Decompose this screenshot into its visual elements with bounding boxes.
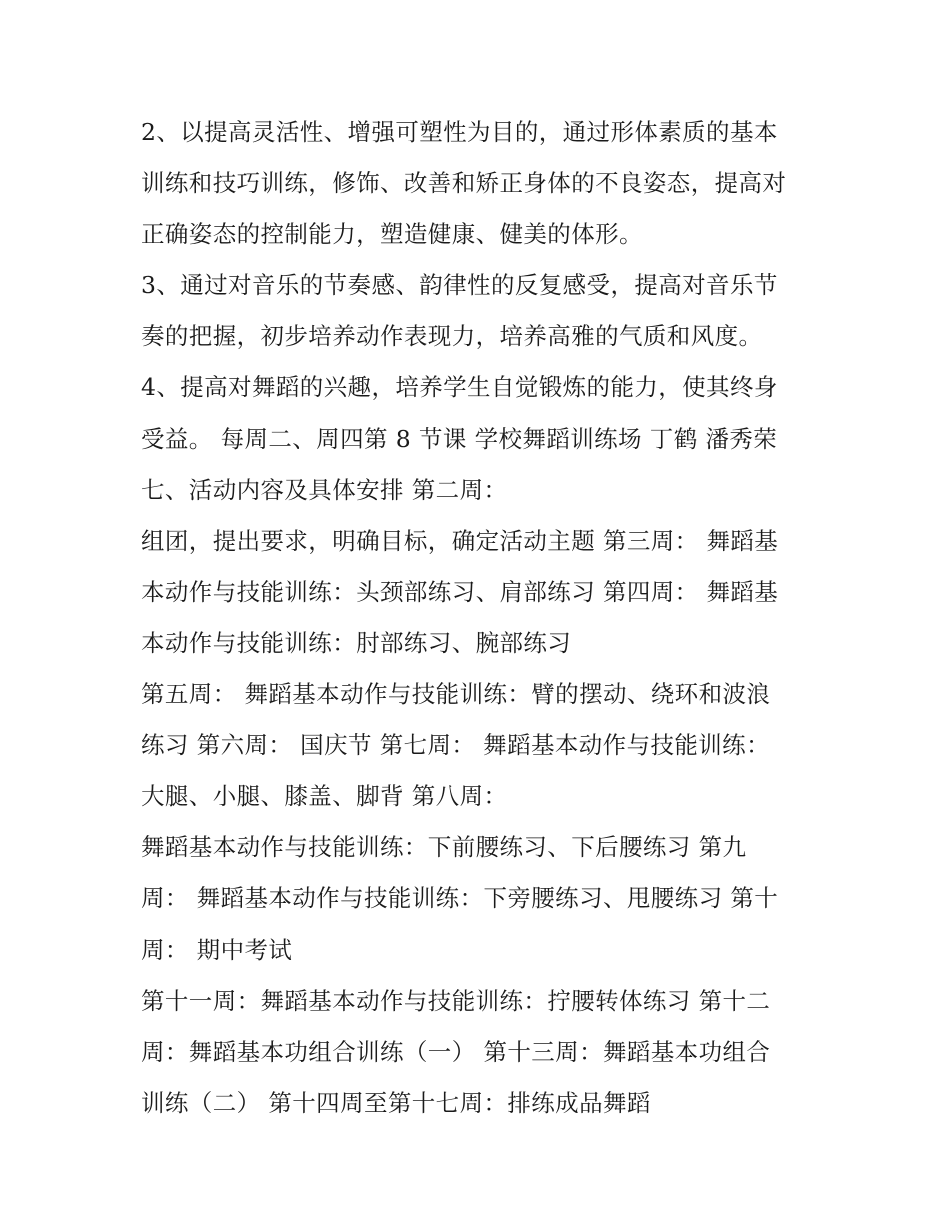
text-line: 大腿、小腿、膝盖、脚背 第八周： bbox=[141, 782, 508, 811]
text-line: 奏的把握，初步培养动作表现力，培养高雅的气质和风度。 bbox=[141, 322, 763, 351]
text-line: 周： 舞蹈基本动作与技能训练：下旁腰练习、甩腰练习 第十 bbox=[141, 884, 779, 913]
text-line: 训练（二） 第十四周至第十七周：排练成品舞蹈 bbox=[141, 1088, 651, 1117]
text-line: 组团，提出要求，明确目标，确定活动主题 第三周： 舞蹈基 bbox=[141, 526, 779, 555]
text-line: 周： 期中考试 bbox=[141, 935, 293, 964]
text-line: 第十一周：舞蹈基本动作与技能训练：拧腰转体练习 第十二 bbox=[141, 986, 771, 1015]
section-heading: 七、活动内容及具体安排 第二周： bbox=[141, 475, 508, 504]
text-line: 3、通过对音乐的节奏感、韵律性的反复感受，提高对音乐节 bbox=[141, 271, 778, 300]
text-line: 受益。 每周二、周四第 8 节课 学校舞蹈训练场 丁鹤 潘秀荣 bbox=[141, 424, 778, 453]
text-line: 训练和技巧训练，修饰、改善和矫正身体的不良姿态，提高对 bbox=[141, 169, 787, 198]
text-line: 2、以提高灵活性、增强可塑性为目的，通过形体素质的基本 bbox=[141, 118, 778, 146]
text-line: 第五周： 舞蹈基本动作与技能训练：臂的摆动、绕环和波浪 bbox=[141, 680, 771, 709]
text-line: 练习 第六周： 国庆节 第七周： 舞蹈基本动作与技能训练： bbox=[141, 731, 770, 760]
text-line: 本动作与技能训练：肘部练习、腕部练习 bbox=[141, 628, 572, 657]
text-line: 正确姿态的控制能力，塑造健康、健美的体形。 bbox=[141, 220, 643, 249]
text-line: 本动作与技能训练：头颈部练习、肩部练习 第四周： 舞蹈基 bbox=[141, 577, 779, 606]
text-line: 舞蹈基本动作与技能训练：下前腰练习、下后腰练习 第九 bbox=[141, 833, 747, 862]
text-line: 4、提高对舞蹈的兴趣，培养学生自觉锻炼的能力，使其终身 bbox=[141, 373, 778, 402]
body-text bbox=[141, 107, 831, 1129]
text-line: 周：舞蹈基本功组合训练（一） 第十三周：舞蹈基本功组合 bbox=[141, 1037, 771, 1066]
